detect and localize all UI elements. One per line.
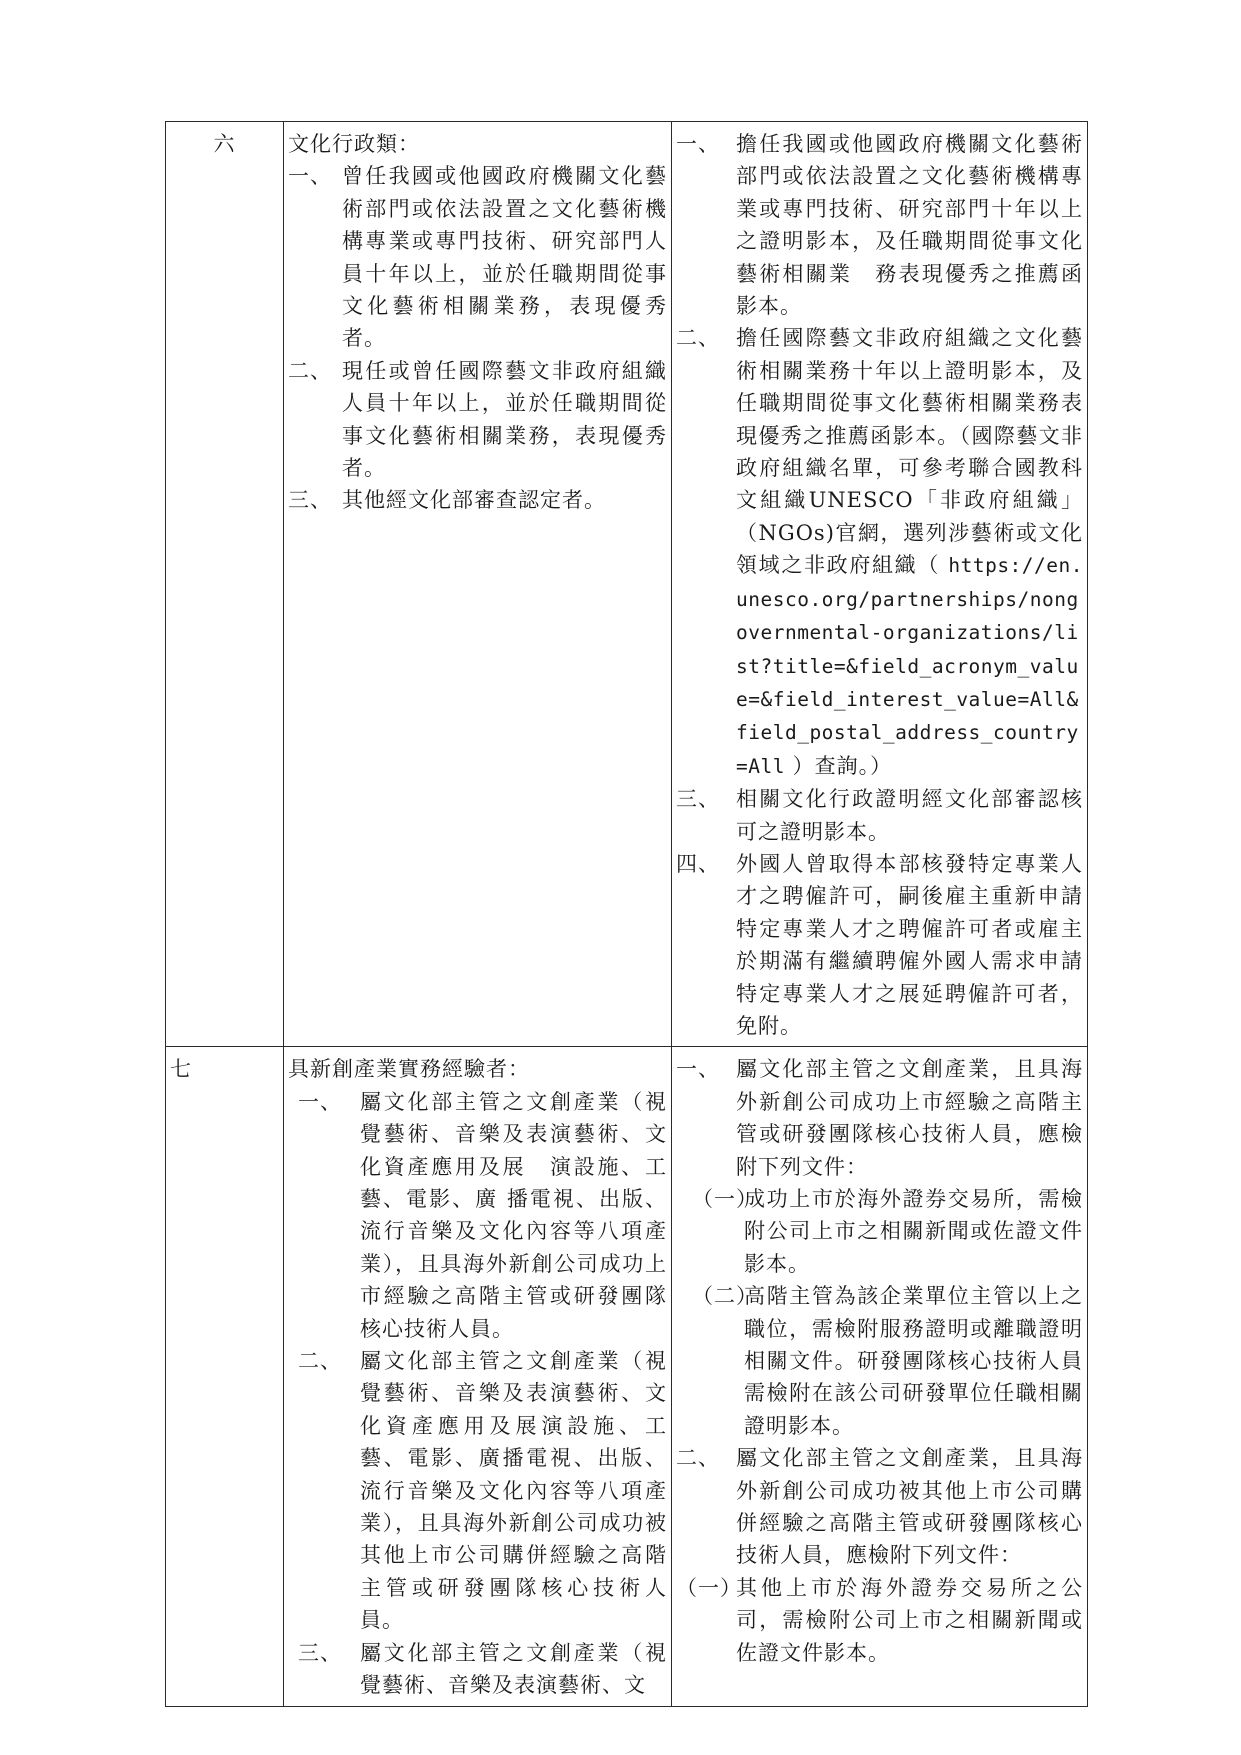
item-marker: 一、 — [676, 1057, 720, 1082]
list-item — [288, 160, 667, 354]
list-item — [676, 322, 1083, 783]
item-text: 屬文化部主管之文創產業，且具海外新創公司成功上市經驗之高階主管或研發團隊核心技術人員，應檢附下列文件： — [736, 1057, 1083, 1179]
criteria-cell — [284, 1047, 672, 1706]
item-text: 曾任我國或他國政府機關文化藝術部門或依法設置之文化藝術機構專業或專門技術、研究部門人員十年以上，並於任職期間從事文化藝術相關業務，表現優秀者。 — [342, 164, 667, 351]
row-number: 六 — [166, 122, 284, 1047]
list-item — [676, 128, 1083, 322]
item-marker: 四、 — [676, 851, 720, 876]
item-text-after-url: ）查詢。） — [792, 753, 893, 778]
item-text: 現任或曾任國際藝文非政府組織人員十年以上，並於任職期間從事文化藝術相關業務，表現優秀者。 — [342, 358, 667, 481]
item-marker: 二、 — [676, 326, 720, 351]
list-item — [676, 1183, 1083, 1280]
list-item — [676, 1442, 1083, 1572]
item-text: 屬文化部主管之文創產業，且具海外新創公司成功被其他上市公司購併經驗之高階主管或研發團隊核心技術人員，應檢附下列文件： — [736, 1446, 1083, 1568]
item-text: 其他經文化部審查認定者。 — [342, 488, 606, 513]
criteria-title: 具新創產業實務經驗者： — [288, 1057, 530, 1082]
ngo-list-url[interactable]: https://en.unesco.org/partnerships/nongovernmental-organizations/list?title=&field_acronym_value=&field_interest_value=All&field_postal_address_country=All — [736, 554, 1083, 778]
item-marker: 三、 — [298, 1640, 342, 1665]
item-text: 擔任國際藝文非政府組織之文化藝術相關業務十年以上證明影本，及任職期間從事文化藝術相關業務表現優秀之推薦函影本。（國際藝文非政府組織名單，可參考聯合國教科文組織UNESCO「非政府組織」（NGOs)官網，選列涉藝術或文化領域之非政府組織（ — [736, 326, 1083, 578]
list-item — [676, 1572, 1083, 1669]
documents-cell — [672, 1047, 1088, 1706]
item-marker: 三、 — [676, 787, 720, 812]
item-marker: 一、 — [298, 1089, 342, 1114]
table-row — [166, 1047, 1088, 1706]
item-text-with-url — [736, 322, 1083, 783]
item-text: 外國人曾取得本部核發特定專業人才之聘僱許可，嗣後雇主重新申請特定專業人才之聘僱許可者或雇主於期滿有繼續聘僱外國人需求申請特定專業人才之展延聘僱許可者，免附。 — [736, 851, 1083, 1038]
item-text: 高階主管為該企業單位主管以上之職位，需檢附服務證明或離職證明相關文件。研發團隊核心技術人員需檢附在該公司研發單位任職相關證明影本。 — [744, 1284, 1083, 1438]
item-marker: 二、 — [288, 358, 332, 383]
item-marker: 二、 — [298, 1349, 342, 1374]
criteria-title: 文化行政類： — [288, 132, 420, 156]
item-marker: （一） — [692, 1187, 758, 1211]
item-text: 擔任我國或他國政府機關文化藝術部門或依法設置之文化藝術機構專業或專門技術、研究部門十年以上之證明影本，及任職期間從事文化藝術相關業 務表現優秀之推薦函影本。 — [736, 132, 1083, 319]
list-item — [676, 1280, 1083, 1442]
item-marker: 二、 — [676, 1446, 720, 1471]
row-number: 七 — [166, 1047, 284, 1706]
list-item — [288, 1637, 667, 1702]
list-item — [288, 1345, 667, 1637]
criteria-cell — [284, 122, 672, 1047]
list-item — [676, 848, 1083, 1042]
item-text: 屬文化部主管之文創產業（視覺藝術、音樂及表演藝術、文化資產應用及展 演設施、工藝、電影、廣 播電視、出版、流行音樂及文化內容等八項產業），且具海外新創公司成功上市經驗之高階主管或研發團隊核心技術人員。 — [360, 1089, 667, 1341]
item-text: 相關文化行政證明經文化部審認核可之證明影本。 — [736, 787, 1083, 844]
table-row — [166, 122, 1088, 1047]
list-item — [288, 355, 667, 485]
item-marker: （一） — [676, 1575, 742, 1600]
item-text: 屬文化部主管之文創產業（視覺藝術、音樂及表演藝術、文 — [360, 1640, 667, 1698]
list-item — [676, 1053, 1083, 1183]
item-text: 其他上市於海外證券交易所之公司，需檢附公司上市之相關新聞或佐證文件影本。 — [736, 1575, 1083, 1665]
list-item — [288, 484, 667, 516]
documents-cell — [672, 122, 1088, 1047]
item-marker: 一、 — [676, 132, 720, 156]
item-marker: （二） — [692, 1284, 758, 1309]
item-marker: 一、 — [288, 164, 332, 189]
item-marker: 三、 — [288, 488, 332, 513]
list-item — [288, 1086, 667, 1345]
criteria-table — [165, 121, 1088, 1707]
list-item — [676, 783, 1083, 848]
item-text: 成功上市於海外證券交易所，需檢附公司上市之相關新聞或佐證文件影本。 — [744, 1187, 1083, 1276]
item-text: 屬文化部主管之文創產業（視覺藝術、音樂及表演藝術、文化資產應用及展演設施、工藝、電影、廣播電視、出版、流行音樂及文化內容等八項產業），且具海外新創公司成功被其他上市公司購併經驗之高階主管或研發團隊核心技術人員。 — [360, 1349, 667, 1633]
